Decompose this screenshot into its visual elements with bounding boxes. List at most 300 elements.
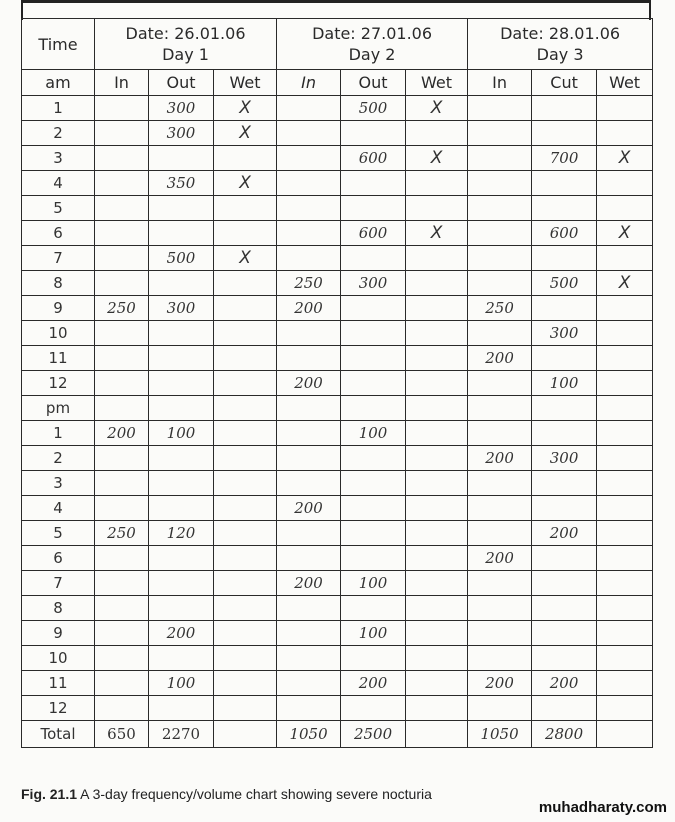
pm-time-cell: 9 (22, 621, 95, 646)
am-d1-in-cell (95, 246, 149, 271)
pm-time-cell: 5 (22, 521, 95, 546)
am-d1-out-cell (149, 346, 214, 371)
am-d3-out-cell (532, 346, 597, 371)
table-row (22, 146, 653, 171)
am-time-cell: 11 (22, 346, 95, 371)
am-d2-in-cell (277, 171, 341, 196)
pm-d2-in-cell (277, 671, 341, 696)
day-3-out-header: Cut (532, 70, 597, 96)
day-2-out-header: Out (341, 70, 406, 96)
pm-d3-out-cell (532, 571, 597, 596)
am-d3-wet-cell: X (597, 146, 653, 171)
pm-time-cell: 1 (22, 421, 95, 446)
table-row (22, 496, 653, 521)
am-d1-wet-cell: X (214, 246, 277, 271)
am-d2-in-cell (277, 221, 341, 246)
pm-d1-in-cell (95, 571, 149, 596)
am-d2-out-cell (341, 121, 406, 146)
table-row (22, 121, 653, 146)
table-row (22, 696, 653, 721)
pm-d3-wet-cell (597, 471, 653, 496)
pm-d2-out-cell: 100 (341, 571, 406, 596)
pm-d3-in-cell (468, 471, 532, 496)
am-d2-out-cell: 500 (341, 96, 406, 121)
subheader-row (22, 70, 653, 96)
am-d1-out-cell (149, 196, 214, 221)
am-d3-in-cell (468, 146, 532, 171)
am-d3-wet-cell (597, 371, 653, 396)
am-d3-wet-cell (597, 96, 653, 121)
day-2-in-header: In (277, 70, 341, 96)
am-d2-wet-cell (406, 321, 468, 346)
pm-d3-in-cell (468, 521, 532, 546)
am-d1-out-cell (149, 146, 214, 171)
table-row (22, 346, 653, 371)
am-d2-wet-cell (406, 371, 468, 396)
total-day-3-wet (597, 721, 653, 748)
am-d1-out-cell: 300 (149, 121, 214, 146)
left-border-stub (21, 0, 23, 20)
am-d1-out-cell: 500 (149, 246, 214, 271)
am-time-cell: 6 (22, 221, 95, 246)
pm-d2-in-cell (277, 621, 341, 646)
am-d2-out-cell (341, 196, 406, 221)
am-d2-out-cell: 300 (341, 271, 406, 296)
day-1-label: Day 1 (162, 45, 209, 64)
am-d3-wet-cell (597, 196, 653, 221)
table-row (22, 296, 653, 321)
am-d1-in-cell (95, 221, 149, 246)
am-d1-out-cell (149, 271, 214, 296)
pm-d2-wet-cell (406, 696, 468, 721)
am-d3-in-cell (468, 121, 532, 146)
am-d1-in-cell (95, 271, 149, 296)
pm-d1-in-cell (95, 621, 149, 646)
am-d2-wet-cell (406, 346, 468, 371)
pm-d3-wet-cell (597, 696, 653, 721)
site-watermark: muhadharaty.com (538, 799, 667, 816)
pm-d2-wet-cell (406, 571, 468, 596)
pm-d1-wet-cell (214, 496, 277, 521)
am-d2-in-cell (277, 246, 341, 271)
pm-d2-out-cell: 100 (341, 621, 406, 646)
total-day-1-in: 650 (95, 721, 149, 748)
pm-d3-wet-cell (597, 621, 653, 646)
pm-d2-out-cell (341, 496, 406, 521)
am-d2-wet-cell: X (406, 96, 468, 121)
am-d3-out-cell: 600 (532, 221, 597, 246)
pm-d1-in-cell (95, 596, 149, 621)
right-border-stub (649, 0, 651, 20)
am-d1-wet-cell (214, 346, 277, 371)
am-d2-wet-cell (406, 246, 468, 271)
pm-d3-out-cell (532, 646, 597, 671)
pm-d2-in-cell: 200 (277, 571, 341, 596)
table-row (22, 646, 653, 671)
am-d2-wet-cell (406, 196, 468, 221)
total-row (22, 721, 653, 748)
pm-d2-wet-cell (406, 546, 468, 571)
day-2-label: Day 2 (348, 45, 396, 64)
table-row (22, 471, 653, 496)
am-d3-in-cell (468, 171, 532, 196)
pm-d3-out-cell (532, 621, 597, 646)
pm-d1-in-cell (95, 446, 149, 471)
am-d2-out-cell (341, 346, 406, 371)
table-row (22, 246, 653, 271)
pm-d3-out-cell (532, 496, 597, 521)
am-d2-in-cell (277, 146, 341, 171)
am-d2-out-cell: 600 (341, 221, 406, 246)
pm-d1-out-cell (149, 546, 214, 571)
pm-d1-wet-cell (214, 521, 277, 546)
pm-time-cell: 12 (22, 696, 95, 721)
pm-d3-wet-cell (597, 646, 653, 671)
pm-d2-wet-cell (406, 596, 468, 621)
am-d2-out-cell (341, 371, 406, 396)
am-d2-in-cell: 200 (277, 371, 341, 396)
pm-d2-out-cell (341, 521, 406, 546)
am-d1-in-cell (95, 371, 149, 396)
total-day-3-out: 2800 (532, 721, 597, 748)
pm-d3-in-cell (468, 421, 532, 446)
am-d3-in-cell (468, 196, 532, 221)
pm-label-row (22, 396, 653, 421)
am-d2-out-cell (341, 321, 406, 346)
pm-d2-wet-cell (406, 446, 468, 471)
pm-d1-wet-cell (214, 621, 277, 646)
pm-d3-wet-cell (597, 521, 653, 546)
table-row (22, 96, 653, 121)
pm-d2-out-cell: 100 (341, 421, 406, 446)
am-d2-wet-cell (406, 121, 468, 146)
total-day-2-out: 2500 (341, 721, 406, 748)
pm-time-cell: 11 (22, 671, 95, 696)
am-d3-wet-cell (597, 246, 653, 271)
am-d2-wet-cell (406, 271, 468, 296)
am-time-cell: 1 (22, 96, 95, 121)
pm-time-cell: 10 (22, 646, 95, 671)
pm-d2-wet-cell (406, 471, 468, 496)
am-d3-in-cell (468, 271, 532, 296)
pm-d3-in-cell: 200 (468, 446, 532, 471)
day-2-wet-header: Wet (406, 70, 468, 96)
am-d2-out-cell (341, 296, 406, 321)
am-d3-in-cell (468, 221, 532, 246)
pm-d1-wet-cell (214, 421, 277, 446)
am-d3-wet-cell (597, 346, 653, 371)
pm-d1-wet-cell (214, 571, 277, 596)
pm-section (22, 396, 653, 421)
table-row (22, 271, 653, 296)
pm-d1-out-cell: 120 (149, 521, 214, 546)
table-row (22, 171, 653, 196)
am-d2-in-cell (277, 121, 341, 146)
day-3-header (468, 19, 653, 70)
total-day-1-wet (214, 721, 277, 748)
pm-time-cell: 8 (22, 596, 95, 621)
pm-rows (22, 421, 653, 721)
pm-d2-wet-cell (406, 621, 468, 646)
table-row (22, 521, 653, 546)
am-d3-wet-cell: X (597, 271, 653, 296)
am-d1-in-cell (95, 121, 149, 146)
am-d2-in-cell: 250 (277, 271, 341, 296)
pm-d2-in-cell: 200 (277, 496, 341, 521)
pm-d2-out-cell (341, 596, 406, 621)
am-time-cell: 8 (22, 271, 95, 296)
table-row (22, 371, 653, 396)
pm-d1-wet-cell (214, 596, 277, 621)
am-d3-wet-cell (597, 171, 653, 196)
am-d3-out-cell: 300 (532, 321, 597, 346)
pm-d1-wet-cell (214, 646, 277, 671)
total-day-1-out: 2270 (149, 721, 214, 748)
am-d1-wet-cell (214, 371, 277, 396)
am-d3-out-cell (532, 196, 597, 221)
pm-d3-out-cell (532, 596, 597, 621)
pm-d1-wet-cell (214, 546, 277, 571)
am-d1-wet-cell (214, 146, 277, 171)
pm-d3-in-cell (468, 596, 532, 621)
day-1-in-header: In (95, 70, 149, 96)
pm-d2-out-cell (341, 546, 406, 571)
am-d1-in-cell (95, 146, 149, 171)
am-time-cell: 5 (22, 196, 95, 221)
table-row (22, 421, 653, 446)
am-d1-in-cell (95, 196, 149, 221)
pm-d1-in-cell: 200 (95, 421, 149, 446)
am-d1-wet-cell: X (214, 96, 277, 121)
total-day-2-wet (406, 721, 468, 748)
pm-d1-wet-cell (214, 696, 277, 721)
day-1-wet-header: Wet (214, 70, 277, 96)
am-d2-out-cell (341, 246, 406, 271)
pm-d3-in-cell (468, 571, 532, 596)
am-d3-in-cell (468, 246, 532, 271)
am-d1-in-cell (95, 171, 149, 196)
day-3-label: Day 3 (536, 45, 584, 64)
pm-d2-in-cell (277, 471, 341, 496)
pm-d3-out-cell (532, 696, 597, 721)
pm-time-cell: 3 (22, 471, 95, 496)
am-d1-wet-cell (214, 296, 277, 321)
am-d3-out-cell: 700 (532, 146, 597, 171)
time-header: Time (22, 19, 95, 70)
table-row (22, 196, 653, 221)
table-row (22, 446, 653, 471)
pm-d1-in-cell (95, 671, 149, 696)
am-d2-in-cell (277, 96, 341, 121)
pm-d1-out-cell (149, 571, 214, 596)
pm-d1-in-cell (95, 546, 149, 571)
am-d1-wet-cell (214, 321, 277, 346)
figure-caption (21, 786, 432, 802)
am-d3-wet-cell (597, 121, 653, 146)
pm-d1-out-cell (149, 496, 214, 521)
pm-d2-wet-cell (406, 496, 468, 521)
top-border (21, 0, 651, 3)
pm-time-cell: 4 (22, 496, 95, 521)
am-d3-wet-cell (597, 296, 653, 321)
pm-d1-in-cell (95, 696, 149, 721)
pm-d3-out-cell (532, 421, 597, 446)
am-d1-out-cell (149, 221, 214, 246)
pm-d1-wet-cell (214, 671, 277, 696)
am-d1-out-cell (149, 321, 214, 346)
am-d2-in-cell: 200 (277, 296, 341, 321)
am-d2-wet-cell (406, 296, 468, 321)
am-d1-in-cell: 250 (95, 296, 149, 321)
header-row (22, 19, 653, 70)
pm-d3-in-cell: 200 (468, 671, 532, 696)
am-d1-wet-cell (214, 271, 277, 296)
am-d2-wet-cell: X (406, 146, 468, 171)
am-d1-out-cell: 300 (149, 296, 214, 321)
am-d3-wet-cell (597, 321, 653, 346)
pm-d3-wet-cell (597, 596, 653, 621)
pm-d1-out-cell: 100 (149, 421, 214, 446)
am-d1-wet-cell: X (214, 171, 277, 196)
am-time-cell: 4 (22, 171, 95, 196)
pm-d1-in-cell (95, 496, 149, 521)
table-row (22, 546, 653, 571)
table-row (22, 621, 653, 646)
pm-d2-out-cell (341, 646, 406, 671)
am-d1-wet-cell (214, 221, 277, 246)
pm-d3-in-cell (468, 496, 532, 521)
pm-d2-in-cell (277, 546, 341, 571)
pm-d1-out-cell: 200 (149, 621, 214, 646)
pm-d2-in-cell (277, 596, 341, 621)
figure-caption-text: A 3-day frequency/volume chart showing severe nocturia (80, 786, 432, 802)
am-d1-in-cell (95, 96, 149, 121)
pm-d3-wet-cell (597, 571, 653, 596)
pm-d3-wet-cell (597, 671, 653, 696)
am-d3-out-cell: 500 (532, 271, 597, 296)
am-d1-in-cell (95, 346, 149, 371)
pm-time-cell: 7 (22, 571, 95, 596)
pm-d2-in-cell (277, 646, 341, 671)
day-2-header (277, 19, 468, 70)
pm-d1-out-cell (149, 596, 214, 621)
am-d2-wet-cell: X (406, 221, 468, 246)
pm-d1-out-cell: 100 (149, 671, 214, 696)
pm-d2-out-cell (341, 471, 406, 496)
totals-section (22, 721, 653, 748)
pm-d2-wet-cell (406, 421, 468, 446)
pm-d2-in-cell (277, 446, 341, 471)
frequency-volume-chart (21, 18, 653, 748)
am-d3-out-cell (532, 296, 597, 321)
am-d1-out-cell: 300 (149, 96, 214, 121)
pm-d1-wet-cell (214, 471, 277, 496)
table-row (22, 221, 653, 246)
am-d3-in-cell (468, 96, 532, 121)
am-d3-out-cell (532, 121, 597, 146)
pm-d3-out-cell (532, 471, 597, 496)
pm-d3-out-cell: 200 (532, 521, 597, 546)
pm-d3-out-cell: 200 (532, 671, 597, 696)
am-d1-wet-cell (214, 196, 277, 221)
day-1-header (95, 19, 277, 70)
am-d2-in-cell (277, 346, 341, 371)
am-d2-in-cell (277, 196, 341, 221)
am-d1-out-cell (149, 371, 214, 396)
pm-d2-wet-cell (406, 646, 468, 671)
pm-d2-out-cell (341, 446, 406, 471)
am-d3-in-cell (468, 371, 532, 396)
am-time-cell: 10 (22, 321, 95, 346)
pm-d3-in-cell (468, 696, 532, 721)
pm-d2-wet-cell (406, 521, 468, 546)
total-day-2-in: 1050 (277, 721, 341, 748)
pm-d3-in-cell (468, 621, 532, 646)
am-label: am (22, 70, 95, 96)
table-row (22, 596, 653, 621)
day-3-wet-header: Wet (597, 70, 653, 96)
day-3-date: Date: 28.01.06 (500, 24, 621, 43)
am-d3-in-cell: 250 (468, 296, 532, 321)
pm-d1-in-cell: 250 (95, 521, 149, 546)
table-row (22, 321, 653, 346)
am-d1-wet-cell: X (214, 121, 277, 146)
pm-d2-in-cell (277, 421, 341, 446)
am-d2-out-cell (341, 171, 406, 196)
am-time-cell: 7 (22, 246, 95, 271)
am-d2-out-cell: 600 (341, 146, 406, 171)
figure-number: Fig. 21.1 (21, 786, 78, 802)
pm-d1-out-cell (149, 646, 214, 671)
pm-d1-in-cell (95, 646, 149, 671)
total-day-3-in: 1050 (468, 721, 532, 748)
am-d1-out-cell: 350 (149, 171, 214, 196)
pm-d1-out-cell (149, 471, 214, 496)
pm-d2-out-cell (341, 696, 406, 721)
pm-d3-in-cell: 200 (468, 546, 532, 571)
total-label: Total (22, 721, 95, 748)
pm-time-cell: 6 (22, 546, 95, 571)
pm-d3-wet-cell (597, 496, 653, 521)
table-row (22, 571, 653, 596)
pm-time-cell: 2 (22, 446, 95, 471)
am-d2-in-cell (277, 321, 341, 346)
pm-d2-wet-cell (406, 671, 468, 696)
pm-label: pm (22, 396, 95, 421)
am-time-cell: 9 (22, 296, 95, 321)
am-d2-wet-cell (406, 171, 468, 196)
pm-d3-wet-cell (597, 421, 653, 446)
am-d3-out-cell (532, 246, 597, 271)
day-1-date: Date: 26.01.06 (125, 24, 246, 43)
am-time-cell: 3 (22, 146, 95, 171)
pm-d3-out-cell (532, 546, 597, 571)
am-d3-in-cell: 200 (468, 346, 532, 371)
pm-d3-out-cell: 300 (532, 446, 597, 471)
am-time-cell: 2 (22, 121, 95, 146)
pm-d2-in-cell (277, 521, 341, 546)
pm-d1-out-cell (149, 696, 214, 721)
am-d3-out-cell: 100 (532, 371, 597, 396)
am-rows (22, 96, 653, 396)
am-d3-out-cell (532, 96, 597, 121)
pm-d2-in-cell (277, 696, 341, 721)
am-time-cell: 12 (22, 371, 95, 396)
pm-d3-in-cell (468, 646, 532, 671)
table-row (22, 671, 653, 696)
pm-d1-wet-cell (214, 446, 277, 471)
pm-d3-wet-cell (597, 546, 653, 571)
